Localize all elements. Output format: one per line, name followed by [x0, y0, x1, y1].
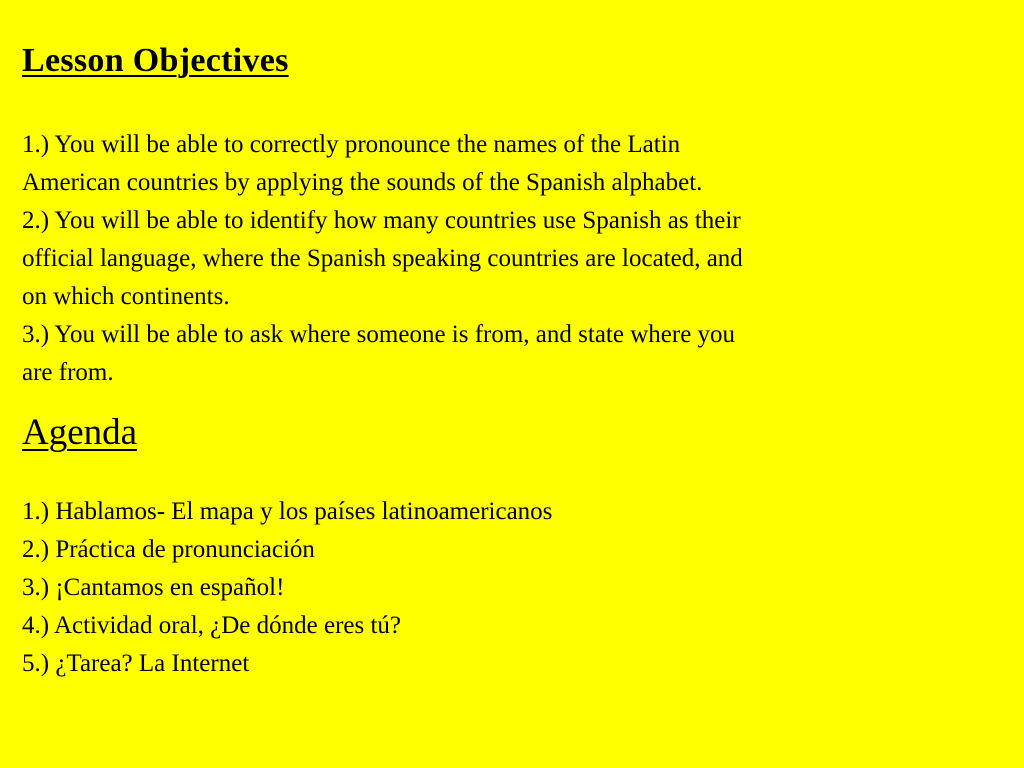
lesson-objectives-heading: Lesson Objectives	[22, 42, 289, 79]
agenda-item: 1.) Hablamos- El mapa y los países latinoamericanos	[22, 498, 553, 525]
objective-line: on which continents.	[22, 283, 230, 310]
objective-line: 1.) You will be able to correctly pronounce the names of the Latin	[22, 131, 681, 158]
objective-line: official language, where the Spanish speaking countries are located, and	[22, 245, 743, 272]
agenda-item: 2.) Práctica de pronunciación	[22, 536, 315, 563]
objective-line: 3.) You will be able to ask where someone is from, and state where you	[22, 321, 736, 348]
agenda-list	[22, 493, 982, 683]
agenda-item: 3.) ¡Cantamos en español!	[22, 574, 285, 601]
objective-line: are from.	[22, 359, 114, 386]
objective-line: American countries by applying the sounds of the Spanish alphabet.	[22, 169, 703, 196]
agenda-item: 5.) ¿Tarea? La Internet	[22, 650, 250, 677]
agenda-item: 4.) Actividad oral, ¿De dónde eres tú?	[22, 612, 402, 639]
objective-line: 2.) You will be able to identify how many countries use Spanish as their	[22, 207, 741, 234]
agenda-heading: Agenda	[22, 412, 138, 453]
lesson-objectives-list	[22, 126, 982, 392]
